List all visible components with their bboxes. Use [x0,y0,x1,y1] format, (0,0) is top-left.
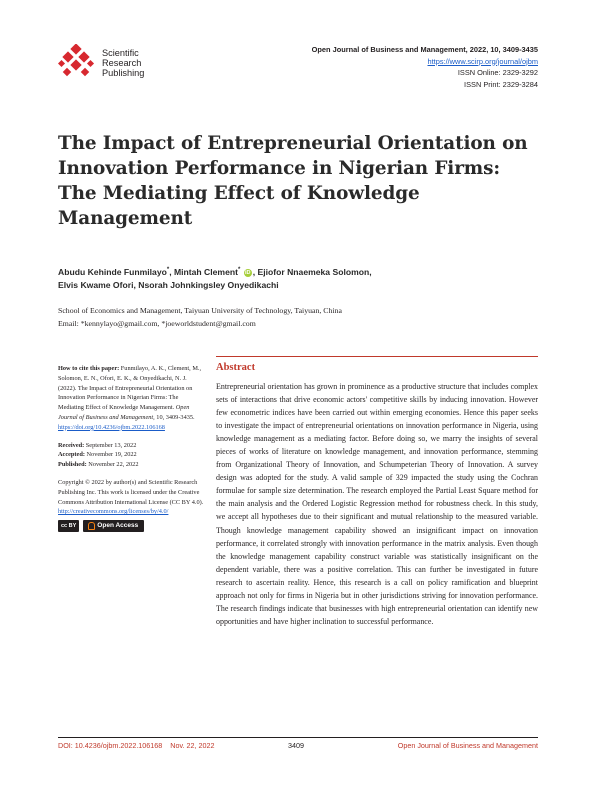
open-access-badge: Open Access [83,520,144,532]
how-to-cite [58,364,204,433]
journal-url-link[interactable]: https://www.scirp.org/journal/ojbm [427,56,538,66]
cite-journal: Open Journal of Business and Management, [58,404,190,421]
article-sidebar [58,364,204,532]
article-title: The Impact of Entrepreneurial Orientation on Innovation Performance in Nigerian Firms: The Mediating Effect of Knowledge Management [58,133,528,229]
corresponding-mark: * [237,267,241,273]
cite-label: How to cite this paper: [58,365,120,372]
accepted-label: Accepted: [58,451,85,459]
published-date [58,460,204,470]
license-badges [58,520,204,532]
publisher-name-line1: Scientific [102,48,139,58]
accepted-value: November 19, 2022 [84,451,137,459]
abstract-body: Entrepreneurial orientation has grown in prominence as a productive structure that includes complex sets of interactions that drive economic actors' competitive skills by inducing innovation. However few econometric indices have been carried out within emerging economies. Hence this paper seeks to investigate the impact of entrepreneurial orientations on innovation performance in Nigeria, using knowledge management as a mediating factor. Before doing so, we marry the insights of several pieces of works of literature on knowledge management, and innovation performance, stemming from Organizational Theory of Innovation, and Schumpeterian Theory of Innovation. A survey design was adopted for the study. A valid sample of 329 impacted the study using the Cochran formulae for sample size determination. The research employed the Partial Least Square method for the main analysis and the Ordered Logistic Regression method for robustness check. In this study, we accept all hypotheses due to their significant and mutual relationship to the measured variable. Though knowledge management capability showed an insignificant impact on innovation performance, it correlated strongly with innovation performance in the matrix analysis. Even though the knowledge management capability construct variable was statistically insignificant on the dependent variable, there was a positive correlation. This can further be investigated in future research to ascertain reality. Hence, this research is a call on policy ramification and blueprint approach not only for firms in Nigeria but in other jurisdictions striving for innovation performance. The research findings indicate that businesses with high entrepreneurial orientation can identify new opportunities and have higher inclination to successful performance. [216,382,538,626]
author-line-1 [58,264,538,279]
footer-doi[interactable]: DOI: 10.4236/ojbm.2022.106168 [58,741,163,750]
author-list [58,264,538,293]
footer-journal-name: Open Journal of Business and Management [397,741,538,750]
page-number: 3409 [288,741,304,750]
copyright-block [58,478,204,532]
author-funmilayo: Abudu Kehinde Funmilayo [58,266,167,277]
footer-doi-date [58,741,215,750]
cite-pages: 10, 3409-3435. [154,413,195,421]
publisher-name-line3: Publishing [102,68,145,78]
received-value: September 13, 2022 [84,441,137,449]
affiliation-block [58,305,538,330]
publisher-name [102,48,144,78]
accepted-date [58,450,204,460]
cc-by-badge[interactable]: cc BY [58,520,79,532]
issn-online: ISSN Online: 2329-3292 [457,68,538,77]
affiliation: School of Economics and Management, Taiyuan University of Technology, Taiyuan, China [58,306,342,315]
orcid-icon[interactable]: iD [244,269,251,276]
cite-doi-link[interactable]: https://doi.org/10.4236/ojbm.2022.106168 [58,423,165,431]
license-link[interactable]: http://creativecommons.org/licenses/by/4.0/ [58,508,169,516]
scirp-logo-icon [58,44,98,82]
received-date [58,441,204,451]
cite-text: Funmilayo, A. K., Clement, M., Solomon, E. N., Ofori, E. K., & Onyedikachi, N. J. (2022). The Impact of Entrepreneurial Orientation on Innovation Performance in Nigerian Firms: The Mediating Effect of Knowledge Management. [58,365,202,412]
abstract-divider [216,356,538,357]
abstract-heading: Abstract [216,362,256,373]
publisher-logo [58,44,158,82]
journal-citation: Open Journal of Business and Management, 2022, 10, 3409-3435 [311,45,538,54]
publisher-name-line2: Research [102,58,142,68]
article-dates [58,441,204,470]
published-label: Published: [58,461,87,469]
abstract-section [216,356,538,628]
issn-print: ISSN Print: 2329-3284 [464,79,538,89]
footer-date: Nov. 22, 2022 [170,741,215,750]
copyright-text: Copyright © 2022 by author(s) and Scientific Research Publishing Inc. This work is licensed under the Creative Commons Attribution International License (CC BY 4.0). [58,478,204,506]
author-clement: , Mintah Clement [169,266,238,277]
author-solomon: , Ejiofor Nnaemeka Solomon, [252,266,372,277]
corresponding-mark: * [166,267,170,273]
published-value: November 22, 2022 [86,461,139,469]
received-label: Received: [58,441,85,449]
footer-divider [58,737,538,738]
journal-info [312,44,538,90]
author-line-2: Elvis Kwame Ofori, Nsorah Johnkingsley Onyedikachi [58,280,279,291]
author-email: Email: *kennylayo@gmail.com, *joeworldstudent@gmail.com [58,318,256,328]
